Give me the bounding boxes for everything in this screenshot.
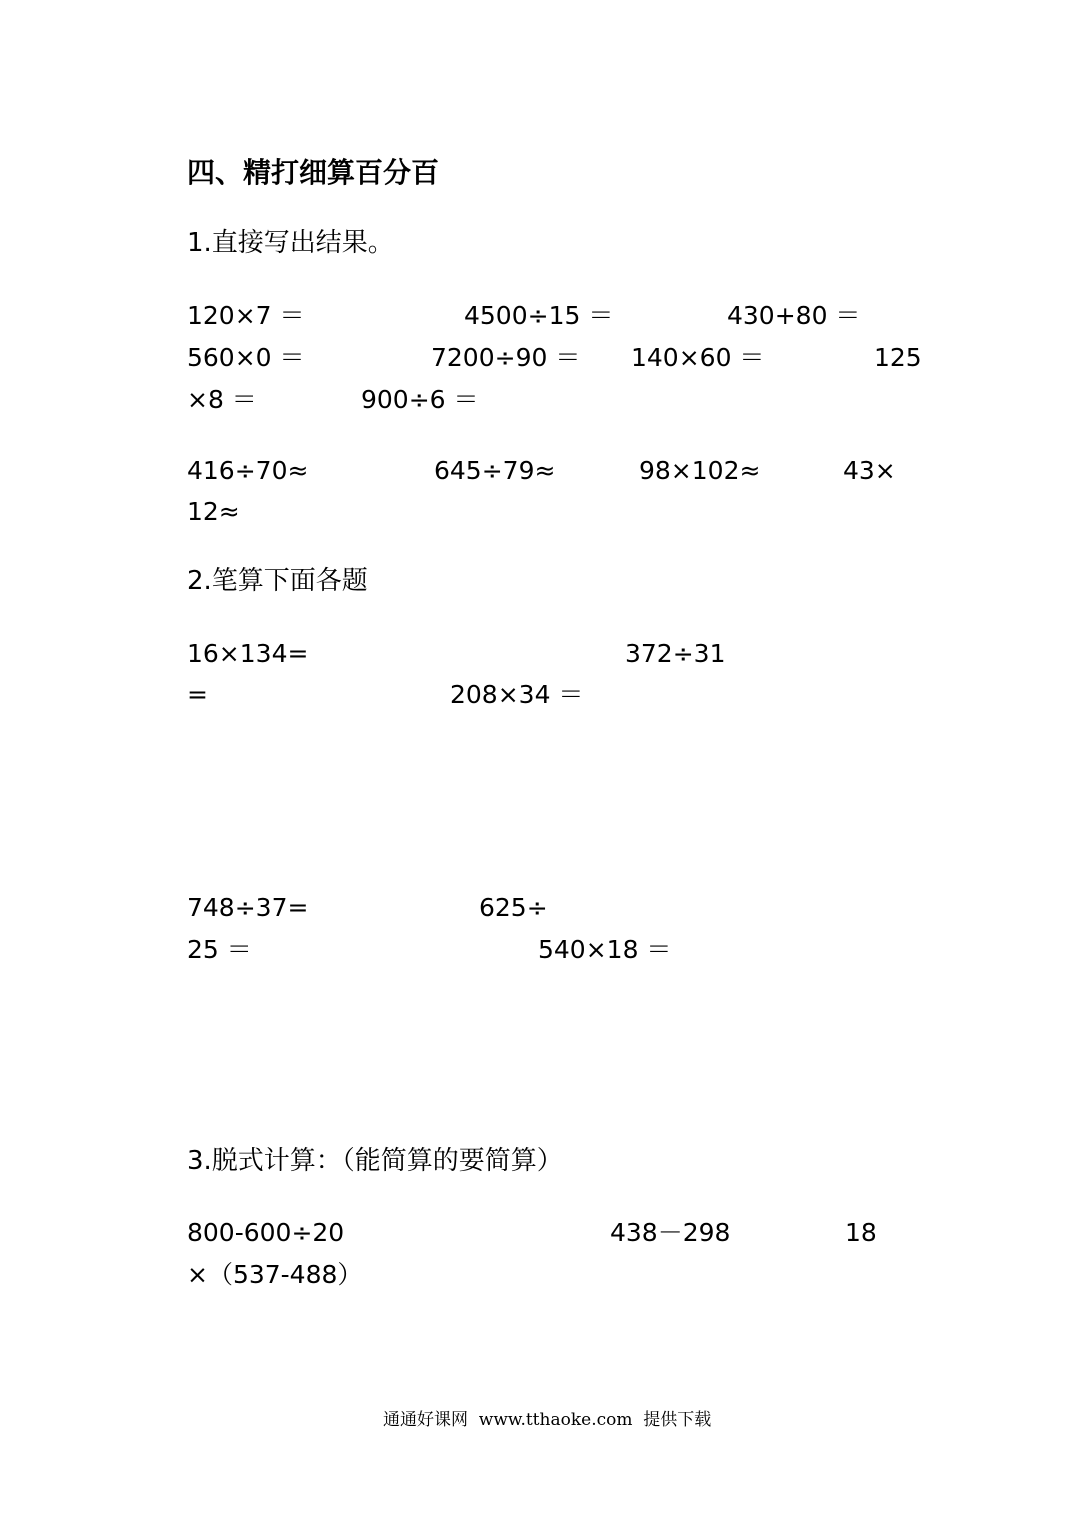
problem: 372÷31 — [625, 639, 726, 668]
problem: 43× — [843, 456, 896, 485]
problem: 7200÷90 ＝ — [431, 343, 581, 372]
problem: 900÷6 ＝ — [361, 385, 479, 414]
page-footer: 通通好课网 www.tthaoke.com 提供下载 — [383, 1410, 712, 1430]
problem: 16×134= — [187, 639, 309, 668]
problem: 540×18 ＝ — [538, 935, 672, 964]
problem: ×8 ＝ — [187, 385, 257, 414]
problem: 625÷ — [479, 893, 548, 922]
section-3-title: 3.脱式计算：（能简算的要简算） — [187, 1146, 563, 1176]
problem: 120×7 ＝ — [187, 301, 305, 330]
problem: 125 — [874, 343, 922, 372]
problem: 430+80 ＝ — [727, 301, 861, 330]
problem: 416÷70≈ — [187, 456, 309, 485]
problem: 438－298 — [610, 1218, 731, 1247]
problem: 4500÷15 ＝ — [464, 301, 614, 330]
section-1-title: 1.直接写出结果。 — [187, 228, 394, 258]
problem: 140×60 ＝ — [631, 343, 765, 372]
problem: ×（537-488） — [187, 1260, 363, 1289]
section-2-title: 2.笔算下面各题 — [187, 566, 368, 596]
problem: 208×34 ＝ — [450, 680, 584, 709]
problem: 12≈ — [187, 497, 240, 526]
problem: 748÷37= — [187, 893, 309, 922]
problem: 25 ＝ — [187, 935, 252, 964]
problem: = — [187, 680, 208, 709]
page-heading: 四、精打细算百分百 — [187, 156, 440, 189]
problem: 18 — [845, 1218, 877, 1247]
problem: 645÷79≈ — [434, 456, 556, 485]
problem: 560×0 ＝ — [187, 343, 305, 372]
problem: 800-600÷20 — [187, 1218, 345, 1247]
problem: 98×102≈ — [639, 456, 761, 485]
